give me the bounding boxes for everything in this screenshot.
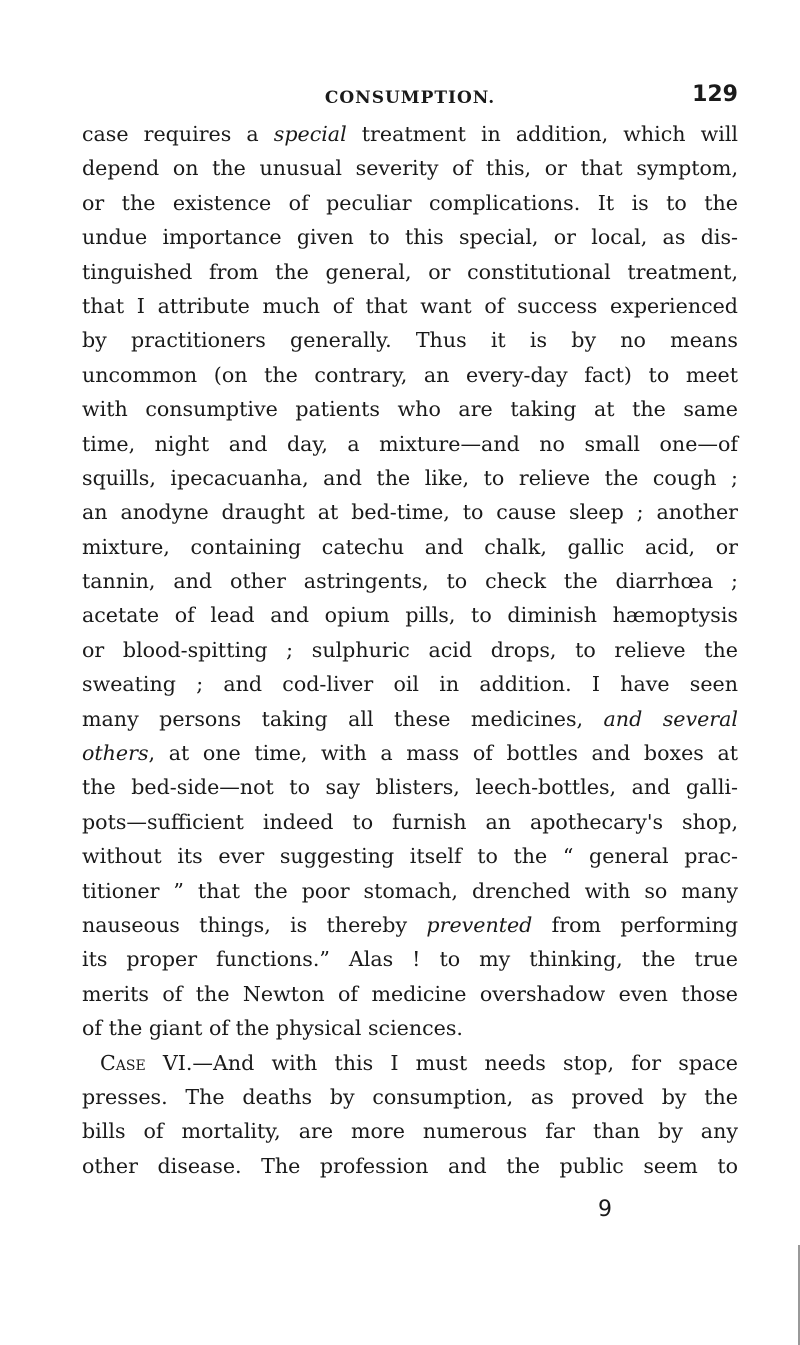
text-line bbox=[82, 1046, 738, 1080]
text-line bbox=[82, 1149, 738, 1183]
text-line bbox=[82, 1114, 738, 1148]
text-run: that I attribute much of that want of success experienced bbox=[82, 293, 738, 318]
text-run: or blood-spitting ; sulphuric acid drops, to relieve the bbox=[82, 637, 738, 662]
text-run: mixture, containing catechu and chalk, gallic acid, or bbox=[82, 534, 738, 559]
text-line bbox=[82, 839, 738, 873]
text-run: tinguished from the general, or constitutional treatment, bbox=[82, 259, 738, 284]
text-run: time, night and day, a mixture—and no small one—of bbox=[82, 431, 738, 456]
italic-text: special bbox=[273, 122, 347, 146]
text-run: titioner ” that the poor stomach, drenched with so many bbox=[82, 878, 738, 903]
text-run: depend on the unusual severity of this, or that symptom, bbox=[82, 156, 738, 181]
text-run: tannin, and other astringents, to check the diarrhœa ; bbox=[82, 569, 738, 594]
running-title: CONSUMPTION. bbox=[324, 88, 496, 108]
text-run: undue importance given to this special, or local, as dis- bbox=[82, 225, 738, 250]
text-run: sweating ; and cod-liver oil in addition. I have seen bbox=[82, 672, 738, 697]
text-run: bills of mortality, are more numerous far than by any bbox=[82, 1119, 738, 1144]
text-run: merits of the Newton of medicine overshadow even those bbox=[82, 981, 738, 1006]
text-line bbox=[82, 805, 738, 839]
text-run: nauseous things, is thereby bbox=[82, 912, 427, 937]
italic-text: and several bbox=[603, 706, 738, 731]
italic-text: prevented bbox=[426, 912, 533, 937]
text-run: without its ever suggesting itself to the “ general prac- bbox=[82, 844, 738, 869]
small-caps-text: Case bbox=[100, 1050, 146, 1075]
text-run: presses. The deaths by consumption, as proved by the bbox=[82, 1084, 738, 1109]
text-line bbox=[82, 564, 738, 598]
text-line bbox=[82, 530, 738, 564]
text-line bbox=[82, 427, 738, 461]
italic-text: others bbox=[82, 741, 149, 766]
page-number: 129 bbox=[692, 82, 738, 107]
text-line bbox=[82, 977, 738, 1011]
text-line bbox=[82, 186, 738, 220]
text-run: , at one time, with a mass of bottles and boxes at bbox=[148, 741, 738, 766]
text-run: with consumptive patients who are taking at the same bbox=[82, 397, 738, 422]
text-line bbox=[82, 461, 738, 495]
text-run: its proper functions.” Alas ! to my thinking, the true bbox=[82, 947, 738, 972]
text-line bbox=[82, 358, 738, 392]
text-line bbox=[82, 151, 738, 185]
text-line bbox=[82, 323, 738, 357]
text-line bbox=[82, 220, 738, 254]
text-line bbox=[82, 1080, 738, 1114]
text-run: treatment in addition, which will bbox=[346, 122, 738, 146]
text-run: acetate of lead and opium pills, to diminish hæmoptysis bbox=[82, 603, 738, 628]
text-run: many persons taking all these medicines, bbox=[82, 706, 604, 731]
text-line bbox=[82, 702, 738, 736]
text-line bbox=[82, 942, 738, 976]
text-run: from performing bbox=[532, 912, 739, 937]
text-run: uncommon (on the contrary, an every-day fact) to meet bbox=[82, 362, 738, 387]
text-run: VI.—And with this I must needs stop, for space bbox=[145, 1050, 738, 1075]
signature-mark: 9 bbox=[598, 1197, 612, 1222]
text-line bbox=[82, 736, 738, 770]
text-run: or the existence of peculiar complications. It is to the bbox=[82, 190, 738, 215]
text-run: squills, ipecacuanha, and the like, to relieve the cough ; bbox=[82, 465, 738, 490]
text-line bbox=[82, 495, 738, 529]
text-line bbox=[82, 117, 738, 151]
text-run: an anodyne draught at bed-time, to cause sleep ; another bbox=[82, 500, 738, 525]
text-line bbox=[82, 770, 738, 804]
text-line bbox=[82, 598, 738, 632]
text-run: other disease. The profession and the public seem to bbox=[82, 1153, 738, 1178]
text-line bbox=[82, 667, 738, 701]
text-run: by practitioners generally. Thus it is by no means bbox=[82, 328, 738, 353]
text-line bbox=[82, 874, 738, 908]
text-run: case requires a bbox=[82, 122, 274, 146]
text-line bbox=[82, 255, 738, 289]
text-run: the bed-side—not to say blisters, leech-bottles, and galli- bbox=[82, 775, 738, 800]
text-run: pots—sufficient indeed to furnish an apothecary's shop, bbox=[82, 809, 738, 834]
text-line bbox=[82, 633, 738, 667]
text-line bbox=[82, 289, 738, 323]
body-text bbox=[82, 117, 738, 1183]
text-line bbox=[82, 392, 738, 426]
running-head bbox=[82, 82, 738, 112]
text-line bbox=[82, 908, 738, 942]
text-line bbox=[82, 1011, 738, 1045]
text-run: of the giant of the physical sciences. bbox=[82, 1016, 463, 1041]
